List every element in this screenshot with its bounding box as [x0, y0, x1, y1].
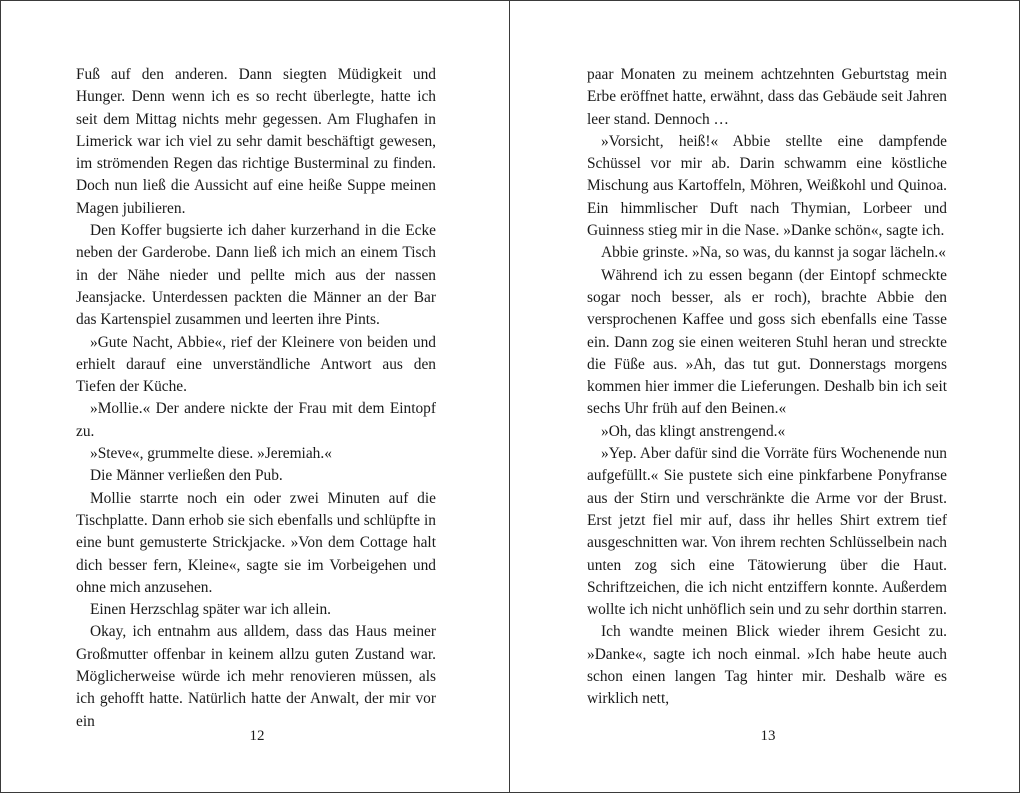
- left-page-text: [76, 64, 436, 733]
- paragraph: »Gute Nacht, Abbie«, rief der Kleinere von beiden und erhielt darauf eine unverständliche Antwort aus den Tiefen der Küche.: [76, 333, 436, 396]
- paragraph: Abbie grinste. »Na, so was, du kannst ja sogar lächeln.«: [601, 244, 946, 262]
- paragraph: paar Monaten zu meinem achtzehnten Geburtstag mein Erbe eröffnet hatte, erwähnt, dass das Gebäude seit Jahren leer stand. Dennoch …: [587, 66, 947, 128]
- paragraph: »Vorsicht, heiß!« Abbie stellte eine dampfende Schüssel vor mir ab. Darin schwamm eine köstliche Mischung aus Kartoffeln, Möhren, Weißkohl und Quinoa. Ein himmlischer Duft nach Thymian, Lorbeer und Guinness stieg mir in die Nase. »Danke schön«, sagte ich.: [587, 132, 947, 240]
- paragraph: Den Koffer bugsierte ich daher kurzerhand in die Ecke neben der Garderobe. Dann ließ ich mich an einem Tisch in der Nähe nieder und pellte mich aus der nassen Jeansjacke. Unterdessen packten die Männer an der Bar das Kartenspiel zusammen und leerten ihre Pints.: [76, 222, 436, 329]
- paragraph: Einen Herzschlag später war ich allein.: [90, 601, 332, 619]
- page-number: 12: [249, 728, 265, 744]
- paragraph: »Steve«, grummelte diese. »Jeremiah.«: [90, 445, 332, 463]
- page-number: 13: [760, 728, 776, 744]
- paragraph: Okay, ich entnahm aus alldem, dass das Haus meiner Großmutter offenbar in keinem allzu guten Zustand war. Möglicherweise würde ich mehr renovieren müssen, als ich gehofft hatte. Natürlich hatte der Anwalt, der mir vor ein: [76, 623, 436, 730]
- right-page: [510, 1, 1019, 792]
- paragraph: Fuß auf den anderen. Dann siegten Müdigkeit und Hunger. Denn wenn ich es so recht überlegte, hatte ich seit dem Mittag nichts mehr gegessen. Am Flughafen in Limerick war ich viel zu sehr damit beschäftigt gewesen, im strömenden Regen das richtige Busterminal zu finden. Doch nun ließ die Aussicht auf eine heiße Suppe meinen Magen jubilieren.: [76, 66, 436, 217]
- right-page-text: [587, 64, 947, 711]
- paragraph: Während ich zu essen begann (der Eintopf schmeckte sogar noch besser, als er roch), brachte Abbie den versprochenen Kaffee und goss sich ebenfalls eine Tasse ein. Dann zog sie einen weiteren Stuhl heran und streckte die Füße aus. »Ah, das tut gut. Donnerstags morgens kommen hier immer die Lieferungen. Deshalb bin ich seit sechs Uhr früh auf den Beinen.«: [587, 266, 947, 418]
- paragraph: Mollie starrte noch ein oder zwei Minuten auf die Tischplatte. Dann erhob sie sich ebenfalls und schlüpfte in eine bunt gemusterte Strickjacke. »Von dem Cottage halt dich besser fern, Kleine«, sagte sie im Vorbeigehen und ohne mich anzusehen.: [76, 489, 436, 596]
- left-page: [1, 1, 510, 792]
- paragraph: Die Männer verließen den Pub.: [90, 467, 283, 485]
- paragraph: Ich wandte meinen Blick wieder ihrem Gesicht zu. »Danke«, sagte ich noch einmal. »Ich habe heute auch schon einen langen Tag hinter mir. Deshalb wäre es wirklich nett,: [587, 623, 947, 708]
- paragraph: »Yep. Aber dafür sind die Vorräte fürs Wochenende nun aufgefüllt.« Sie pustete sich eine pinkfarbene Ponyfranse aus der Stirn und verschränkte die Arme vor der Brust. Erst jetzt fiel mir auf, dass ihr helles Shirt extrem tief ausgeschnitten war. Von ihrem rechten Schlüsselbein nach unten zog sich eine Tätowierung über die Haut. Schriftzeichen, die ich nicht entziffern konnte. Außerdem wollte ich nicht unhöflich sein und zu sehr dorthin starren.: [587, 445, 947, 619]
- paragraph: »Mollie.« Der andere nickte der Frau mit dem Eintopf zu.: [76, 400, 436, 440]
- paragraph: »Oh, das klingt anstrengend.«: [601, 422, 786, 440]
